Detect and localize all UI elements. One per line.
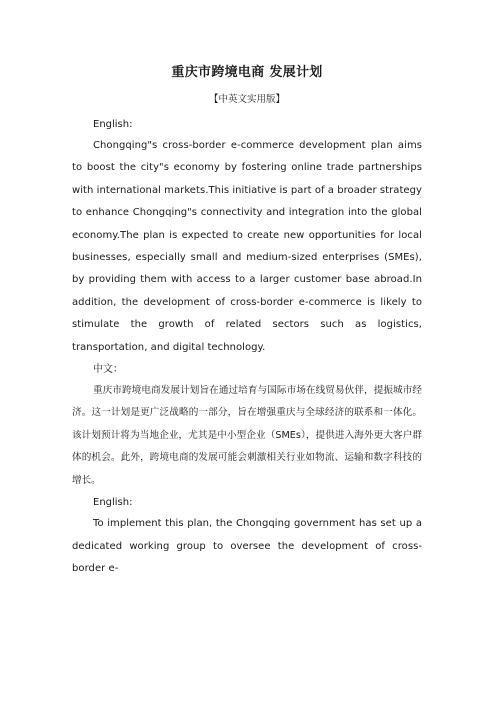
paragraph-chinese: 重庆市跨境电商发展计划旨在通过培育与国际市场在线贸易伙伴，提振城市经济。这一计划是更广泛战略的一部分，旨在增强重庆与全球经济的联系和一体化。该计划预计将为当地企业，尤其是中小型企业（SMEs），提供进入海外更大客户群体的机会。此外，跨境电商的发展可能会刺激相关行业如物流、运输和数字科技的增长。 (72, 385, 422, 486)
document-title: 重庆市跨境电商 发展计划 (171, 65, 323, 80)
document-page (72, 60, 422, 580)
section-label-chinese: 中文： (93, 364, 123, 376)
document-subtitle: 【中英文实用版】 (208, 94, 285, 105)
paragraph-english: Chongqing"s cross-border e-commerce development plan aims to boost the city"s economy by fostering online trade partnerships with international markets.This initiative is part of a broader strategy to enhance Chongqing"s connectivity and integration into the global economy.The plan is expected to create new opportunities for local businesses, especially small and medium-sized enterprises (SMEs), by providing them with access to a larger customer base abroad.In addition, the development of cross-border e-commerce is likely to stimulate the growth of related sectors such as logistics, transportation, and digital technology. (72, 140, 422, 353)
section-label-english: English: (93, 119, 133, 130)
paragraph-english: To implement this plan, the Chongqing government has set up a dedicated working group to oversee the development of cross-border e- (72, 518, 422, 574)
section-label-english: English: (93, 497, 133, 509)
